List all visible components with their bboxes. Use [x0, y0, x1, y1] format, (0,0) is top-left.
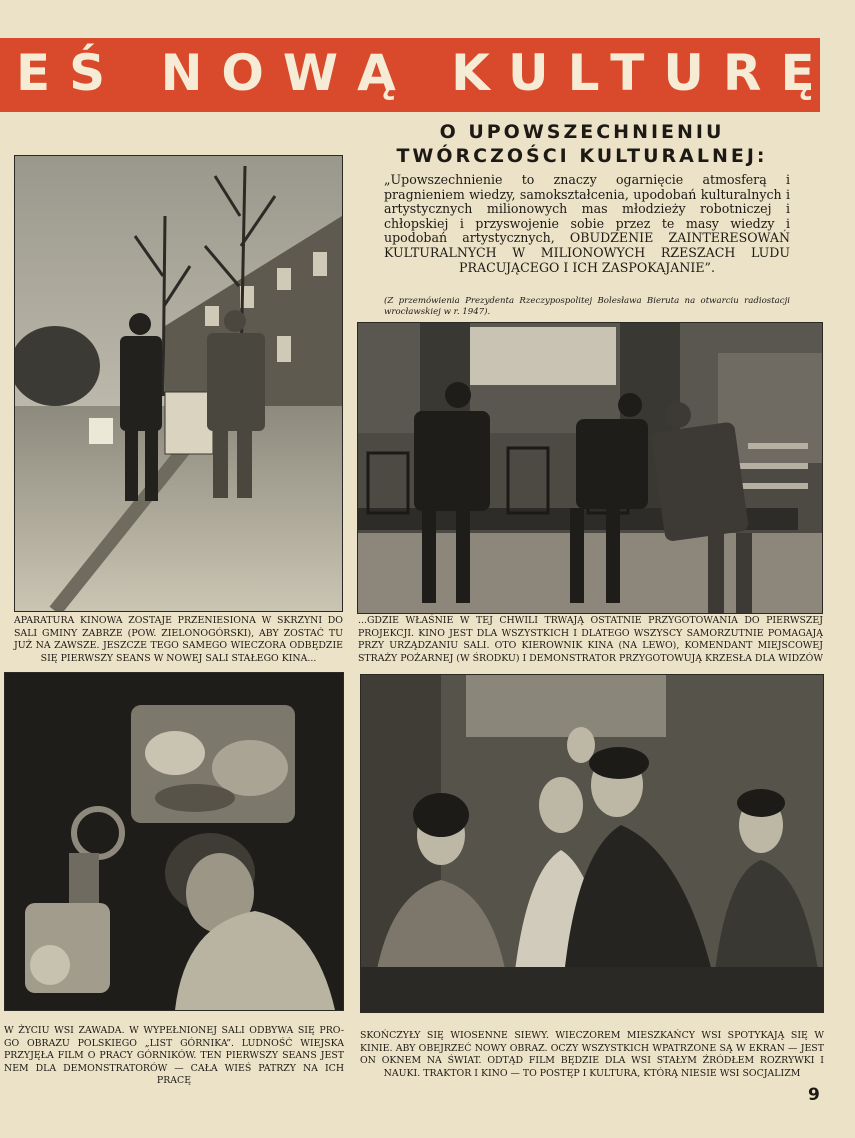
- photo-audience: [360, 674, 824, 1013]
- page-number: 9: [808, 1085, 820, 1105]
- caption-top-right: ...GDZIE WŁAŚNIE W TEJ CHWILI TRWAJĄ OSTATNIE PRZYGOTOWANIA DO PIERWSZEJ PROJEKCJI. KINO JEST DLA WSZYSTKICH I DLATEGO WSZYSCY SAMORZUTNIE POMAGAJĄ PRZY URZĄDZANIU SALI. OTO KIEROWNIK KINA (NA LEWO), KOMENDANT MIEJSCOWEJ STRAŻY POŻARNEJ (W ŚRODKU) I DEMONSTRATOR PRZYGOTOWUJĄ KRZESŁA DLA WIDZÓW: [358, 615, 823, 664]
- heading-line-1: O UPOWSZECHNIENIU: [439, 121, 725, 143]
- quote-citation: (Z przemówienia Prezydenta Rzeczypospolitej Bolesława Bieruta na otwarciu radiostacji wrocławskiej w r. 1947).: [384, 296, 790, 317]
- photo-projectionist: [4, 672, 344, 1011]
- caption-bottom-left: W ŻYCIU WSI ZAWADA. W WYPEŁNIONEJ SALI ODBYWA SIĘ PRO- GO OBRAZU POLSKIEGO „LIST GÓRNIKA”. LUDNOŚĆ WIEJSKA PRZYJĘŁA FILM O PRACY GÓRNIKÓW. TEN PIERWSZY SEANS JEST NEM DLA DEMONSTRATORÓW — CAŁA WIEŚ PATRZY NA ICH PRACĘ: [4, 1025, 344, 1087]
- banner-title: EŚ NOWĄ KULTURĘ: [16, 44, 834, 102]
- title-banner: [0, 38, 834, 112]
- photo-hall-preparations: [357, 322, 823, 614]
- quote-text: „Upowszechnienie to znaczy ogarnięcie atmosferą i pragnieniem wiedzy, samokształcenia, upodobań kulturalnych i artystycznych milionowych mas młodzieży robotniczej i chłopskiej i przyswojenie sobie przez te masy wiedzy i upodobań artystycznych, OBUDZENIE ZAINTERESOWAŃ KULTURALNYCH W MILIONOWYCH RZESZACH LUDU PRACUJĄCEGO I ICH ZASPOKAJANIE”.: [384, 172, 790, 275]
- caption-bottom-right: SKOŃCZYŁY SIĘ WIOSENNE SIEWY. WIECZOREM MIESZKAŃCY WSI SPOTYKAJĄ SIĘ W KINIE. ABY OBEJRZEĆ NOWY OBRAZ. OCZY WSZYSTKICH WPATRZONE SĄ W EKRAN — JEST ON OKNEM NA ŚWIAT. ODTĄD FILM BĘDZIE DLA WSI STAŁYM ŹRÓDŁEM ROZRYWKI I NAUKI. TRAKTOR I KINO — TO POSTĘP I KULTURA, KTÓRĄ NIESIE WSI SOCJALIZM: [360, 1030, 824, 1079]
- article-heading: [396, 120, 768, 168]
- caption-top-left: APARATURA KINOWA ZOSTAJE PRZENIESIONA W SKRZYNI DO SALI GMINY ZABRZE (POW. ZIELONOGÓRSKI), ABY ZOSTAĆ TU JUŻ NA ZAWSZE. JESZCZE TEGO SAMEGO WIECZORA ODBĘDZIE SIĘ PIERWSZY SEANS W NOWEJ SALI STAŁEGO KINA...: [14, 615, 343, 664]
- photo-carrying-crate: [14, 155, 343, 612]
- heading-line-2: TWÓRCZOŚCI KULTURALNEJ:: [396, 145, 768, 167]
